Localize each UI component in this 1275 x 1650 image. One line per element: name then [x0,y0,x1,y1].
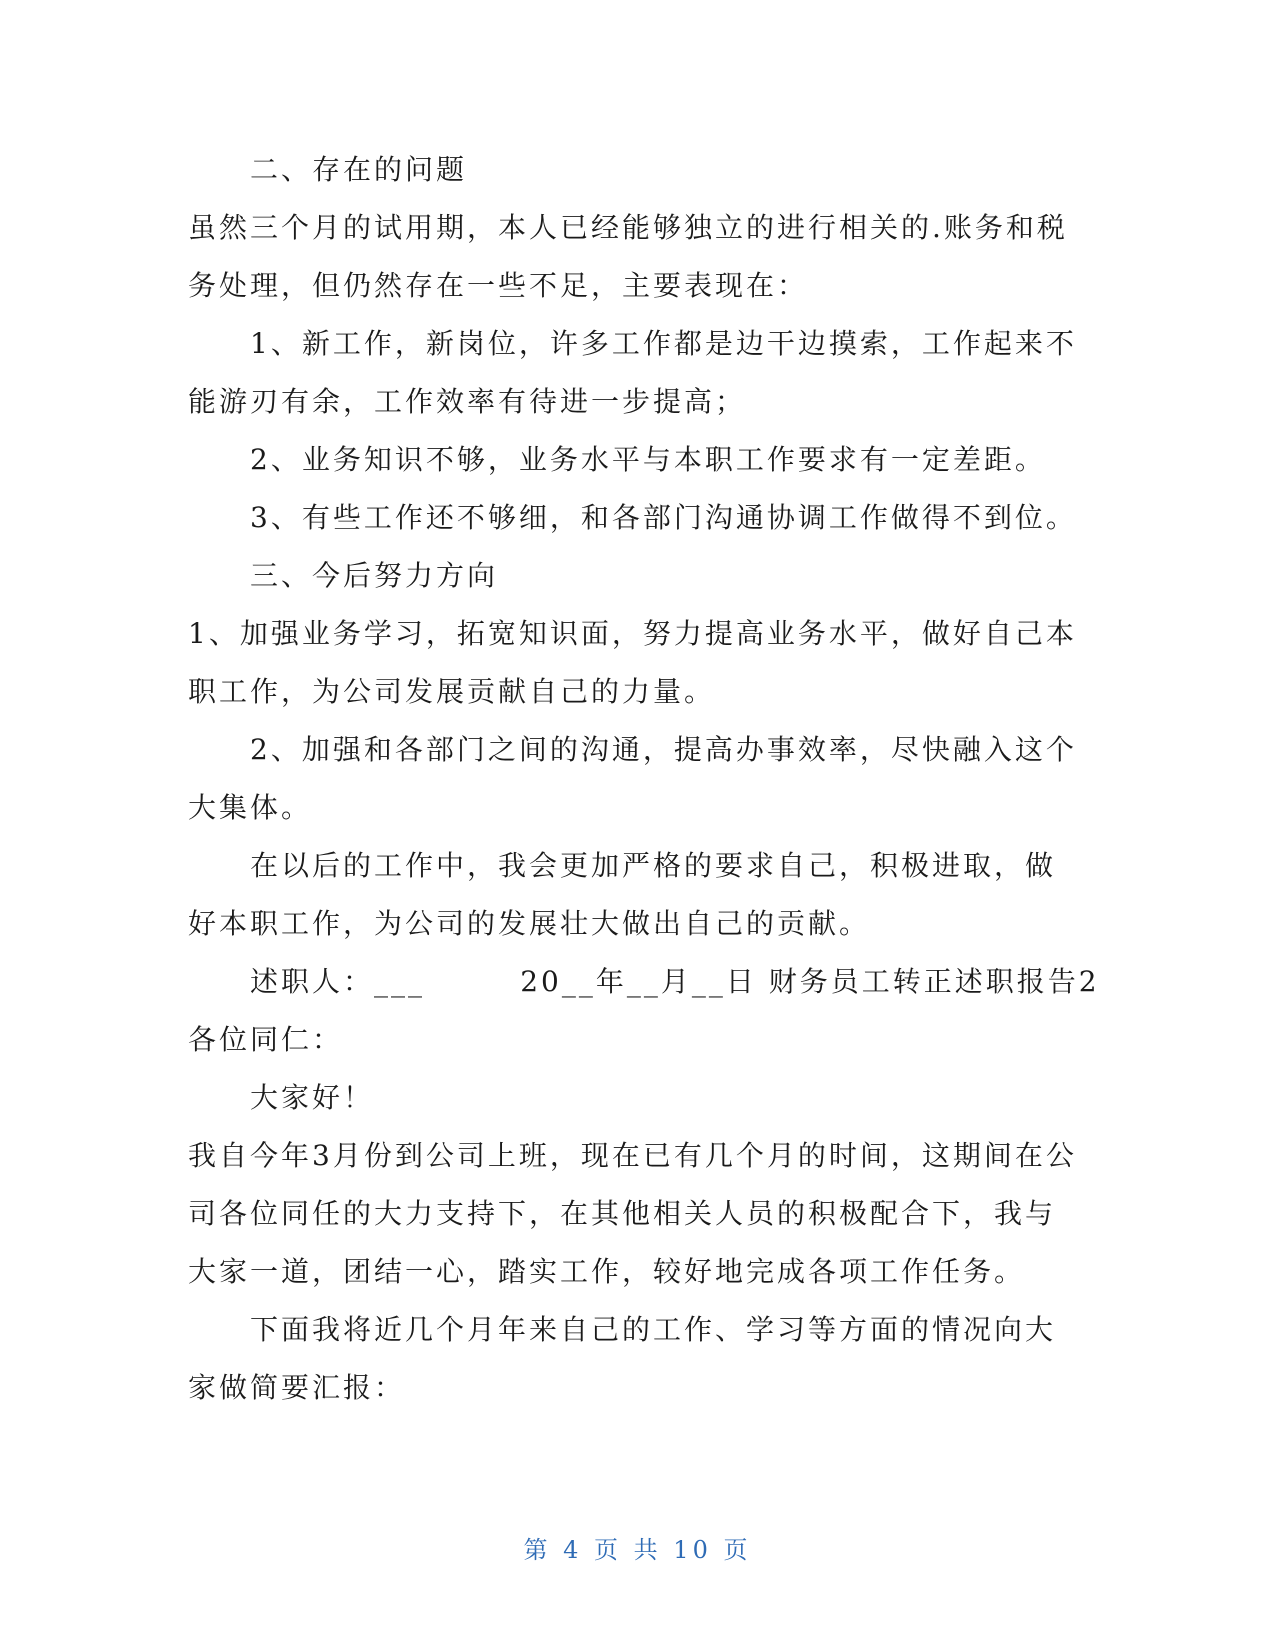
paragraph-line: 3、有些工作还不够细，和各部门沟通协调工作做得不到位。 [250,501,1077,534]
greeting-line: 大家好！ [250,1081,375,1114]
paragraph-line: 在以后的工作中，我会更加严格的要求自己，积极进取，做 [250,849,1057,882]
paragraph-line: 我自今年3月份到公司上班，现在已有几个月的时间，这期间在公 [188,1139,1077,1172]
paragraph-line: 1、新工作，新岗位，许多工作都是边干边摸索，工作起来不 [250,327,1077,360]
paragraph-line: 能游刃有余，工作效率有待进一步提高； [188,385,747,418]
page-number-label: 第 4 页 共 10 页 [523,1536,752,1564]
paragraph-line: 1、加强业务学习，拓宽知识面，努力提高业务水平，做好自己本 [188,617,1077,650]
paragraph-line: 大家一道，团结一心，踏实工作，较好地完成各项工作任务。 [188,1255,1026,1288]
paragraph-line: 职工作，为公司发展贡献自己的力量。 [188,675,716,708]
section-heading-direction: 三、今后努力方向 [250,559,499,592]
page-number-footer [0,1530,1275,1565]
paragraph-line: 司各位同任的大力支持下，在其他相关人员的积极配合下，我与 [188,1197,1057,1230]
greeting-line: 各位同仁： [188,1023,344,1056]
paragraph-line: 2、业务知识不够，业务水平与本职工作要求有一定差距。 [250,443,1046,476]
paragraph-line: 2、加强和各部门之间的沟通，提高办事效率，尽快融入这个 [250,733,1077,766]
paragraph-line: 虽然三个月的试用期，本人已经能够独立的进行相关的.账务和税 [188,211,1068,244]
paragraph-line: 务处理，但仍然存在一些不足，主要表现在： [188,269,809,302]
section-heading-problems: 二、存在的问题 [250,153,468,186]
paragraph-line: 下面我将近几个月年来自己的工作、学习等方面的情况向大 [250,1313,1057,1346]
paragraph-line: 大集体。 [188,791,313,824]
paragraph-line: 好本职工作，为公司的发展壮大做出自己的贡献。 [188,907,871,940]
signature-line: 述职人：___ 20__年__月__日 财务员工转正述职报告2 [250,965,1100,998]
paragraph-line: 家做简要汇报： [188,1371,406,1404]
